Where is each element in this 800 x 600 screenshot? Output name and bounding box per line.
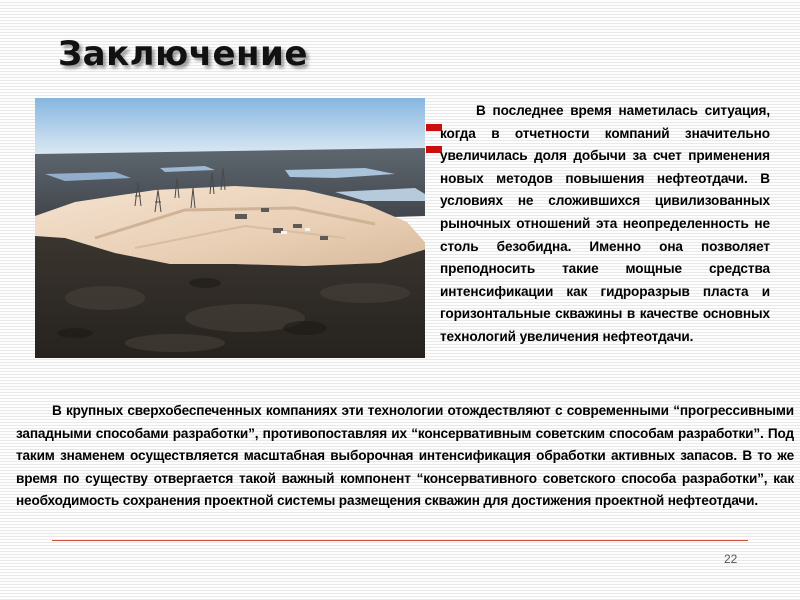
paragraph-bottom: В крупных сверхобеспеченных компаниях эти технологии отождествляют с современными “прогрессивными западными способами разработки”, противопоставляя их “консервативным советским способам разработки”. Под таким знаменем осуществляется масштабная выборочная интенсификация обработки активных запасов. В то же время по существу отвергается такой важный компонент “консервативного советского способа разработки”, как необходимость сохранения проектной системы размещения скважин для достижения проектной нефтеотдачи. [16, 403, 794, 509]
footer-divider [52, 540, 748, 541]
paragraph-right: В последнее время наметилась ситуация, когда в отчетности компаний значительно увеличилась доля добычи за счет применения новых методов повышения нефтеотдачи. В условиях не сложившихся цивилизованных рыночных отношений эта неопределенность не столь безобидна. Именно она позволяет преподносить такие мощные средства интенсификации как гидроразрыв пласта и горизонтальные скважины в качестве основных технологий увеличения нефтеотдачи. [440, 103, 770, 344]
page-number: 22 [724, 552, 738, 566]
slide-title: Заключение [58, 34, 308, 74]
oilfield-photo [35, 98, 425, 358]
